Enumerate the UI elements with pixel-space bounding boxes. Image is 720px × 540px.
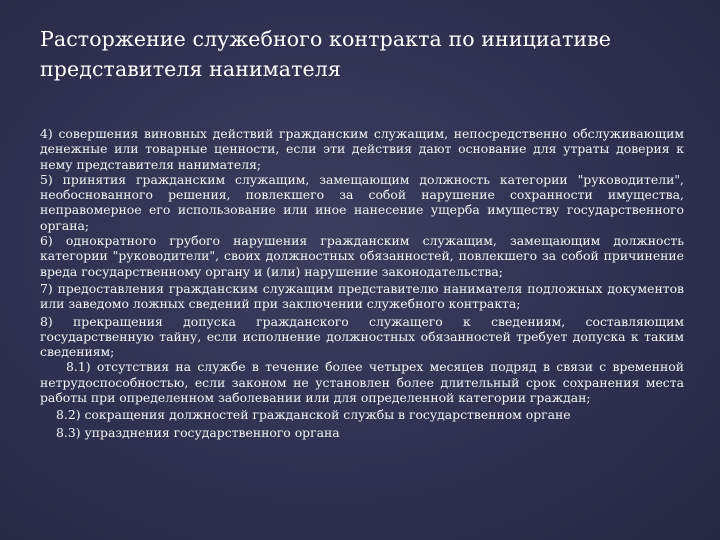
list-item: 8) прекращения допуска гражданского служащего к сведениям, составляющим государственную тайну, если исполнение должностных обязанностей требует допуска к таким сведениям;	[40, 313, 684, 360]
slide-body	[40, 126, 684, 440]
list-item: 4) совершения виновных действий гражданским служащим, непосредственно обслуживающим денежные или товарные ценности, если эти действия дают основание для утраты доверия к нему представителя нанимателя;	[40, 126, 684, 172]
list-item: 8.2) сокращения должностей гражданской службы в государственном органе	[56, 407, 571, 423]
slide-title: Расторжение служебного контракта по инициативе представителя нанимателя	[40, 27, 612, 81]
list-item: 8.1) отсутствия на службе в течение более четырех месяцев подряд в связи с временной нетрудоспособностью, если законом не установлен более длительный срок сохранения места работы при определенном заболевании или для определенной категории граждан;	[40, 359, 684, 406]
list-item: 7) предоставления гражданским служащим представителю нанимателя подложных документов или заведомо ложных сведений при заключении служебного контракта;	[40, 280, 684, 312]
list-item: 6) однократного грубого нарушения гражданским служащим, замещающим должность категории "руководители", своих должностных обязанностей, повлекшего за собой причинение вреда государственному органу и (или) нарушение законодательства;	[40, 233, 684, 279]
list-item: 5) принятия гражданским служащим, замещающим должность категории "руководители", необоснованного решения, повлекшего за собой нарушение сохранности имущества, неправомерное его использование или иное нанесение ущерба имуществу государственного органа;	[40, 171, 684, 233]
list-item: 8.3) упразднения государственного органа	[56, 424, 340, 440]
